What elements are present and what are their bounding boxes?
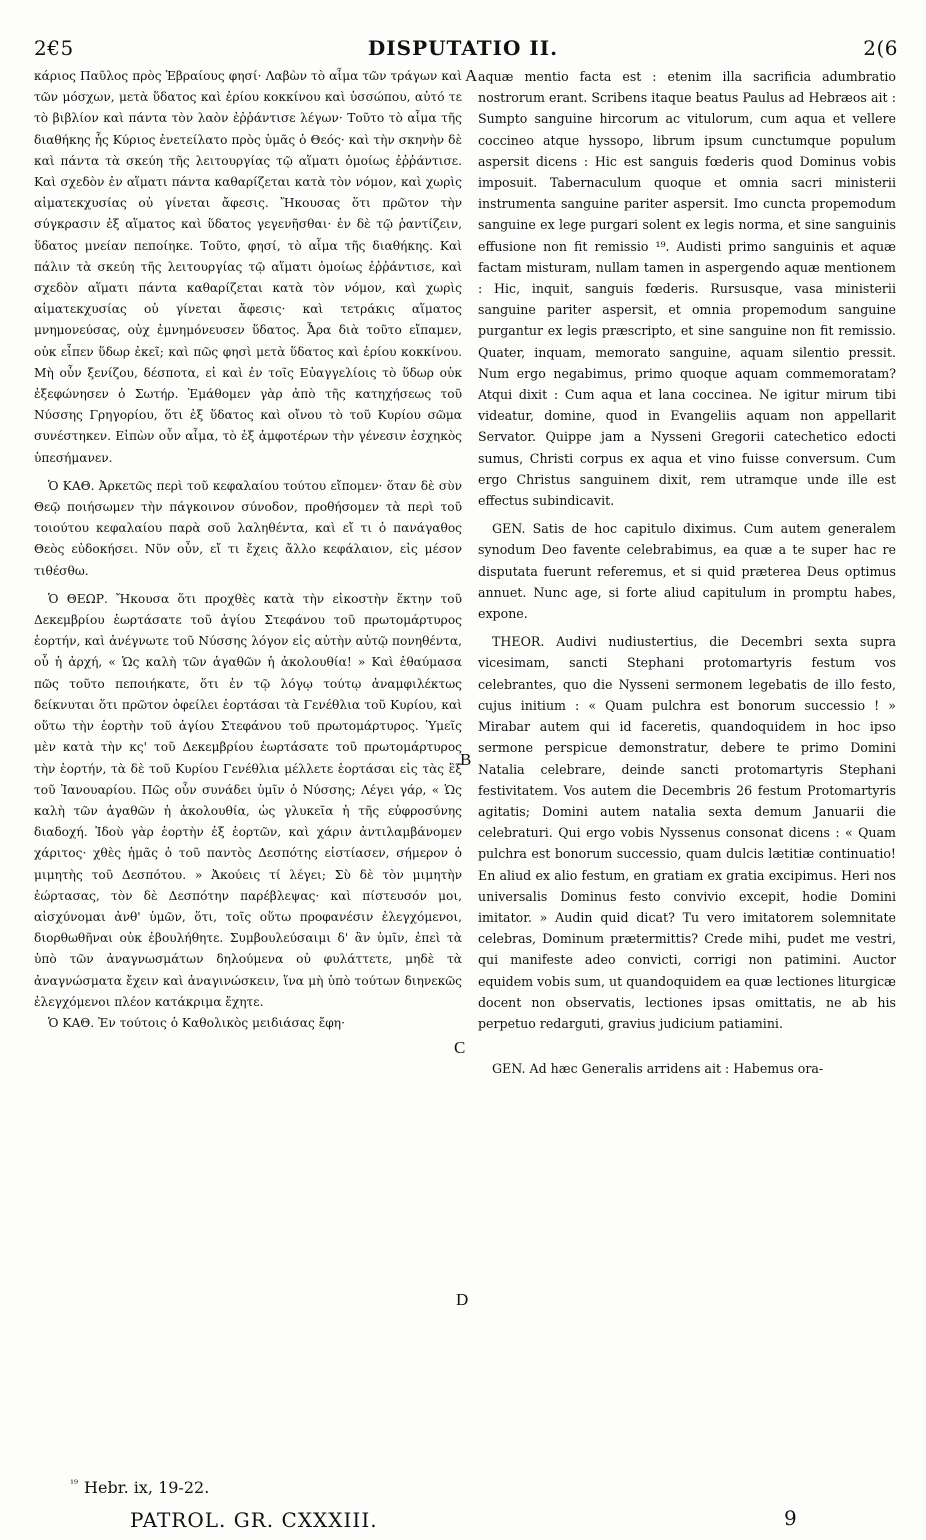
latin-text-column (478, 66, 896, 1079)
margin-marker-c: C (454, 1038, 466, 1057)
greek-text-column (34, 66, 462, 1034)
series-footer: PATROL. GR. CXXXIII. (130, 1508, 378, 1532)
latin-paragraph: aquæ mentio facta est : etenim illa sacrificia adumbratio nostrorum erant. Scribens itaque beatus Paulus ad Hebræos ait : Sumpto sanguine hircorum ac vitulorum, cum aqua et vellere coccineo atque hyssopo, librum ipsum cunctumque populum aspersit dicens : Hic est sanguis fœderis quod Dominus vobis imposuit. Tabernaculum quoque et omnia sacri ministerii instrumenta sanguine pariter aspersit. Imo cuncta propemodum sanguine ex lege purgari solent ex legis norma, et sine sanguinis effusione non fit remissio ¹⁹. Audisti primo sanguinis et aquæ factam misturam, nullam tamen in aspergendo aquæ mentionem : Hic, inquit, sanguis fœderis. Rursusque, vasa ministerii sanguine pariter aspersit, et omnia propemodum sanguine purgantur ex legis præscripto, et sine sanguine non fit remissio. Quater, inquam, memorato sanguine, aquam silentio pressit. Num ergo negabimus, primo quoque aquam commemoratam? Atqui dixit : Cum aqua et lana coccinea. Ne igitur mirum tibi videatur, domine, quod in Evangeliis aquam non appellarit Servator. Quippe jam a Nysseni Gregorii catechetico edocti sumus, Christi corpus ex aqua et vino fuisse conversum. Cum ergo Christus sanguinem dixit, rem utramque unde ille est effectus subindicavit. (478, 69, 896, 509)
footnote-text: Hebr. ix, 19-22. (84, 1478, 210, 1497)
greek-paragraph: κάριος Παῦλος πρὸς Ἑβραίους φησί· Λαβὼν τὸ αἷμα τῶν τράγων καὶ τῶν μόσχων, μετὰ ὕδατος καὶ ἐρίου κοκκίνου καὶ ὑσσώπου, αὐτό τε τὸ βιβλίον καὶ πάντα τὸν λαὸν ἐῤῥάντισε λέγων· Τοῦτο τὸ αἷμα τῆς διαθήκης ἧς Κύριος ἐνετείλατο πρὸς ὑμᾶς ὁ Θεός· καὶ τὴν σκηνὴν δὲ καὶ πάντα τὰ σκεύη τῆς λειτουργίας τῷ αἵματι ὁμοίως ἐῤῥάντισε. Καὶ σχεδὸν ἐν αἵματι πάντα καθαρίζεται κατὰ τὸν νόμον, καὶ χωρὶς αἱματεκχυσίας οὐ γίνεται ἄφεσις. Ἤκουσας ὅτι πρῶτον τὴν σύγκρασιν ἐξ αἵματος καὶ ὕδατος γεγενῆσθαι· ἐν δὲ τῷ ῥαντίζειν, ὕδατος μνείαν πεποίηκε. Τοῦτο, φησί, τὸ αἷμα τῆς διαθήκης. Καὶ πάλιν τὰ σκεύη τῆς λειτουργίας τῷ αἵματι ὁμοίως ἐῤῥάντισε, καὶ σχεδὸν αἵματι πάντα καθαρίζεται κατὰ τὸν νόμον, καὶ χωρὶς αἱματεκχυσίας οὐ γίνεται ἄφεσις· καὶ τετράκις αἵματος μνημονεύσας, οὐχ ἐμνημόνευσεν ὕδατος. Ἆρα διὰ τοῦτο εἴπαμεν, οὐκ εἶπεν ὕδωρ ἐκεῖ; καὶ πῶς φησὶ μετὰ ὕδατος καὶ ἐρίου κοκκίνου. Μὴ οὖν ξενίζου, δέσποτα, εἰ καὶ ἐν τοῖς Εὐαγγελίοις τὸ ὕδωρ οὐκ ἐξεφώνησεν ὁ Σωτήρ. Ἐμάθομεν γὰρ ἀπὸ τῆς κατηχήσεως τοῦ Νύσσης Γρηγορίου, ὅτι ἐξ ὕδατος καὶ οἴνου τὸ τοῦ Κυρίου σῶμα συνέστηκεν. Εἰπὼν οὖν αἷμα, τὸ ἐξ ἀμφοτέρων τὴν γένεσιν ἐσχηκὸς ὑπεσήμανεν. (34, 69, 462, 465)
latin-paragraph: THEOR. Audivi nudiustertius, die Decembri sexta supra vicesimam, sancti Stephani protomartyris festum vos celebrantes, quo die Nysseni sermonem legebatis de illo festo, cujus initium : « Quam pulchra est bonorum successio ! » Mirabar autem qui id faceretis, quandoquidem in hoc ipso sermone perspicue demonstratur, debere te primo Domini Natalia celebrare, deinde sancti protomartyris Stephani festivitatem. Vos autem die Decembris 26 festum Protomartyris agitatis; Domini autem natalia sexta demum Januarii die celebraturi. Qui ergo vobis Nyssenus consonat dicens : « Quam pulchra est bonorum successio, quam dulcis lætitiæ continuatio! En aliud ex alio festum, en gratiam ex gratia excipimus. Heri nos universalis Dominus festo convivio excepit, hodie Domini imitator. » Audin quid dicat? Tu vero imitatorem solemnitate celebras, Dominum prætermittis? Crede mihi, pudet me vestri, qui manifeste adeo convicti, corrigi non patimini. Auctor equidem vobis sum, ut quandoquidem ea quæ lectiones liturgicæ docent non observatis, lectiones ipsas omittatis, ne ab his perpetuo redarguti, gravius judicium patiamini. (478, 634, 896, 1031)
greek-paragraph: Ὁ ΚΑΘ. Ἀρκετῶς περὶ τοῦ κεφαλαίου τούτου εἴπομεν· ὅταν δὲ σὺν Θεῷ ποιήσωμεν τὴν πάγκοινον σύνοδον, προθήσομεν τὰ περὶ τοῦ τοιούτου κεφαλαίου παρὰ σοῦ λαληθέντα, καὶ εἴ τι ὁ πανάγαθος Θεὸς εὐδοκήσει. Νῦν οὖν, εἴ τι ἔχεις ἄλλο κεφάλαιον, εἰς μέσον τιθέσθω. (34, 478, 462, 578)
left-page-number: 2€5 (34, 36, 74, 60)
greek-paragraph: Ὁ ΘΕΩΡ. Ἤκουσα ὅτι προχθὲς κατὰ τὴν εἰκοστὴν ἕκτην τοῦ Δεκεμβρίου ἑωρτάσατε τοῦ ἁγίου Στεφάνου τοῦ πρωτομάρτυρος ἑορτήν, καὶ ἀνέγνωτε τοῦ Νύσσης λόγον εἰς αὐτὴν αὐτῷ πονηθέντα, οὗ ἡ ἀρχή, « Ὡς καλὴ τῶν ἀγαθῶν ἡ ἀκολουθία! » Καὶ ἐθαύμασα πῶς τοῦτο πεποιήκατε, ὅτι ἐν τῷ λόγῳ τούτῳ ἀναμφιλέκτως δείκνυται ὅτι πρῶτον ὀφείλει ἑορτάσαι τὰ Γενέθλια τοῦ Κυρίου, καὶ οὕτω τὴν ἑορτὴν τοῦ ἁγίου Στεφάνου τοῦ πρωτομάρτυρος. Ὑμεῖς μὲν κατὰ τὴν κς' τοῦ Δεκεμβρίου ἑωρτάσατε τοῦ πρωτομάρτυρος τὴν ἑορτήν, τὰ δὲ τοῦ Κυρίου Γενέθλια μέλλετε ἑορτάσαι εἰς τὰς ἓξ τοῦ Ἰανουαρίου. Πῶς οὖν συνάδει ὑμῖν ὁ Νύσσης; Λέγει γάρ, « Ὡς καλὴ τῶν ἀγαθῶν ἡ ἀκολουθία, ὡς γλυκεῖα ἡ τῆς εὐφροσύνης διαδοχή. Ἰδοὺ γὰρ ἑορτὴν ἐξ ἑορτῶν, καὶ χάριν ἀντιλαμβάνομεν χάριτος· χθὲς ἡμᾶς ὁ τοῦ παντὸς Δεσπότης εἱστίασεν, σήμερον ὁ μιμητὴς τοῦ Δεσπότου. » Ἀκούεις τί λέγει; Σὺ δὲ τὸν μιμητὴν ἑώρτασας, τὸν δὲ Δεσπότην παρέβλεψας· καὶ πίστευσόν μοι, αἰσχύνομαι ἀνθ' ὑμῶν, ὅτι, τοῖς οὕτω προφανέσιν ἐλεγχόμενοι, διορθωθῆναι οὐκ ἐβουλήθητε. Συμβουλεύσαιμι δ' ἂν ὑμῖν, ἐπεὶ τὰ ὑπὸ τῶν ἀναγνωσμάτων δηλούμενα οὐ φυλάττετε, μηδὲ τὰ ἀναγνώσματα ἔχειν καὶ ἀναγινώσκειν, ἵνα μὴ ὑπὸ τούτων διηνεκῶς ἐλεγχόμενοι πλέον κατάκριμα ἔχητε. (34, 591, 462, 1009)
signature-mark: 9 (784, 1506, 797, 1530)
latin-paragraph: GEN. Satis de hoc capitulo diximus. Cum autem generalem synodum Deo favente celebrabimus, ea quæ a te super hac re disputata fuerunt referemus, et si quid præterea Deus optimus annuet. Nunc age, si forte aliud capitulum in promptu habes, expone. (478, 521, 896, 622)
margin-marker-b: B (460, 750, 472, 769)
greek-paragraph: Ὁ ΚΑΘ. Ἐν τούτοις ὁ Καθολικὸς μειδιάσας ἔφη· (48, 1015, 345, 1030)
footnote-marker: ¹⁹ (70, 1478, 79, 1490)
footnote (70, 1478, 209, 1497)
page-title: DISPUTATIO II. (367, 36, 559, 60)
right-page-number: 2(6 (863, 36, 898, 60)
margin-marker-d: D (456, 1290, 469, 1309)
latin-paragraph: GEN. Ad hæc Generalis arridens ait : Habemus ora- (492, 1061, 824, 1077)
margin-marker-a: A (465, 66, 478, 85)
